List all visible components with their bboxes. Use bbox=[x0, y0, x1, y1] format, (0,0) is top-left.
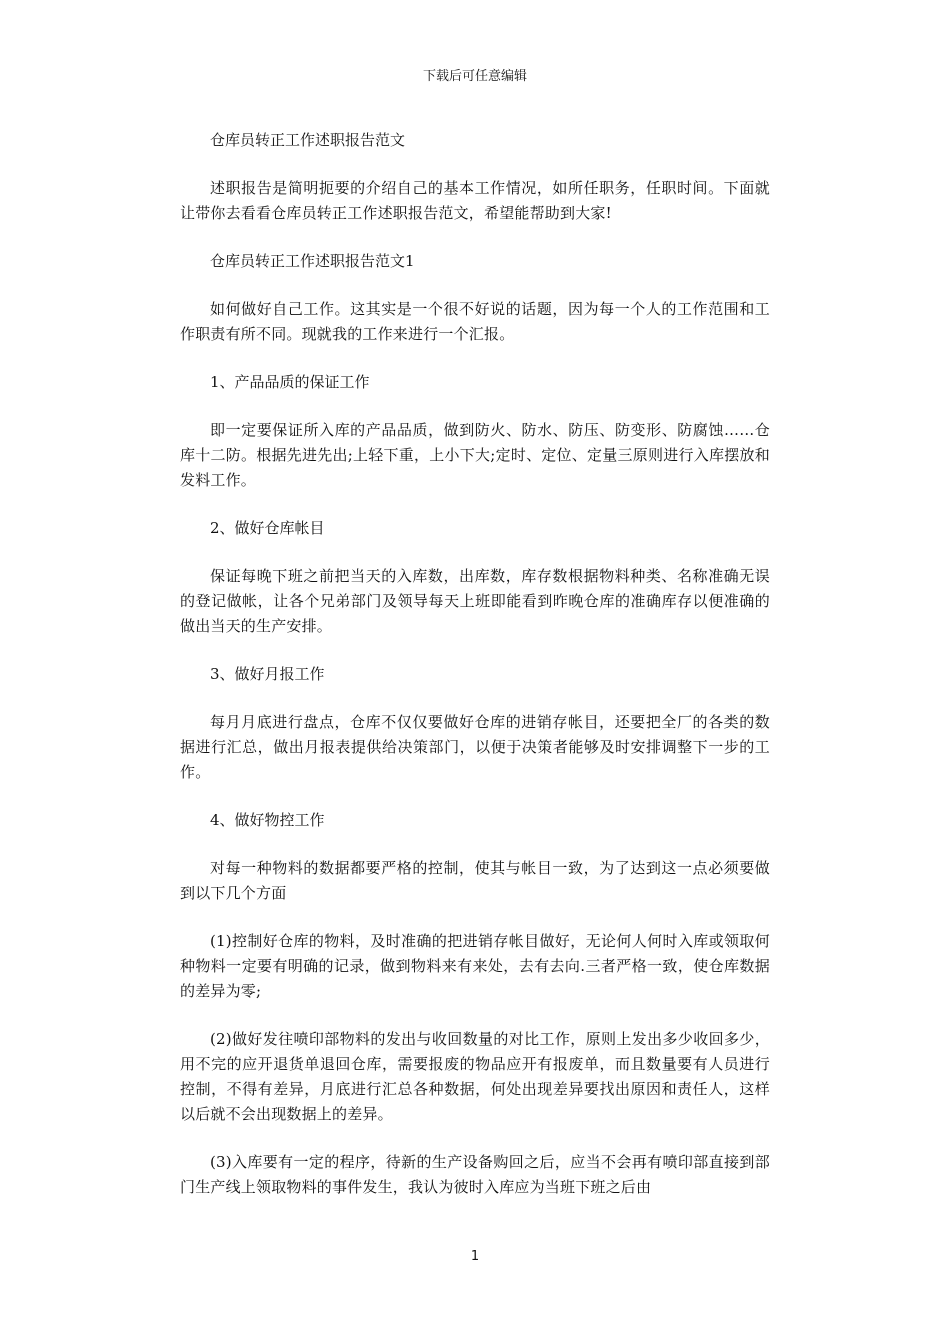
item3-heading: 3、做好月报工作 bbox=[210, 665, 325, 683]
document-body bbox=[180, 128, 770, 1223]
point2-paragraph: (2)做好发往喷印部物料的发出与收回数量的对比工作，原则上发出多少收回多少，用不完的应开退货单退回仓库，需要报废的物品应开有报废单，而且数量要有人员进行控制，不得有差异，月底进行汇总各种数据，何处出现差异要找出原因和责任人，这样以后就不会出现数据上的差异。 bbox=[180, 1030, 770, 1123]
item3-paragraph: 每月月底进行盘点，仓库不仅仅要做好仓库的进销存帐目，还要把全厂的各类的数据进行汇总，做出月报表提供给决策部门，以便于决策者能够及时安排调整下一步的工作。 bbox=[180, 713, 770, 781]
item1-heading: 1、产品品质的保证工作 bbox=[210, 373, 370, 391]
item4-paragraph: 对每一种物料的数据都要严格的控制，使其与帐目一致，为了达到这一点必须要做到以下几个方面 bbox=[180, 859, 770, 902]
page-header: 下载后可任意编辑 bbox=[422, 69, 527, 84]
point1-paragraph: (1)控制好仓库的物料，及时准确的把进销存帐目做好，无论何人何时入库或领取何种物料一定要有明确的记录，做到物料来有来处，去有去向.三者严格一致，使仓库数据的差异为零; bbox=[180, 932, 770, 1000]
item2-heading: 2、做好仓库帐目 bbox=[210, 519, 325, 537]
intro-paragraph: 述职报告是简明扼要的介绍自己的基本工作情况，如所任职务，任职时间。下面就让带你去看看仓库员转正工作述职报告范文，希望能帮助到大家! bbox=[180, 179, 770, 222]
page-number: 1 bbox=[470, 1249, 480, 1264]
item1-paragraph: 即一定要保证所入库的产品品质，做到防火、防水、防压、防变形、防腐蚀……仓库十二防。根据先进先出;上轻下重，上小下大;定时、定位、定量三原则进行入库摆放和发料工作。 bbox=[180, 421, 770, 489]
document-title: 仓库员转正工作述职报告范文 bbox=[210, 131, 406, 149]
section-title: 仓库员转正工作述职报告范文1 bbox=[210, 252, 415, 270]
point3-paragraph: (3)入库要有一定的程序，待新的生产设备购回之后，应当不会再有喷印部直接到部门生产线上领取物料的事件发生，我认为彼时入库应为当班下班之后由 bbox=[180, 1153, 770, 1196]
item4-heading: 4、做好物控工作 bbox=[210, 811, 325, 829]
item2-paragraph: 保证每晚下班之前把当天的入库数，出库数，库存数根据物料种类、名称准确无误的登记做帐，让各个兄弟部门及领导每天上班即能看到昨晚仓库的准确库存以便准确的做出当天的生产安排。 bbox=[180, 567, 770, 635]
opening-paragraph: 如何做好自己工作。这其实是一个很不好说的话题，因为每一个人的工作范围和工作职责有所不同。现就我的工作来进行一个汇报。 bbox=[180, 300, 770, 343]
